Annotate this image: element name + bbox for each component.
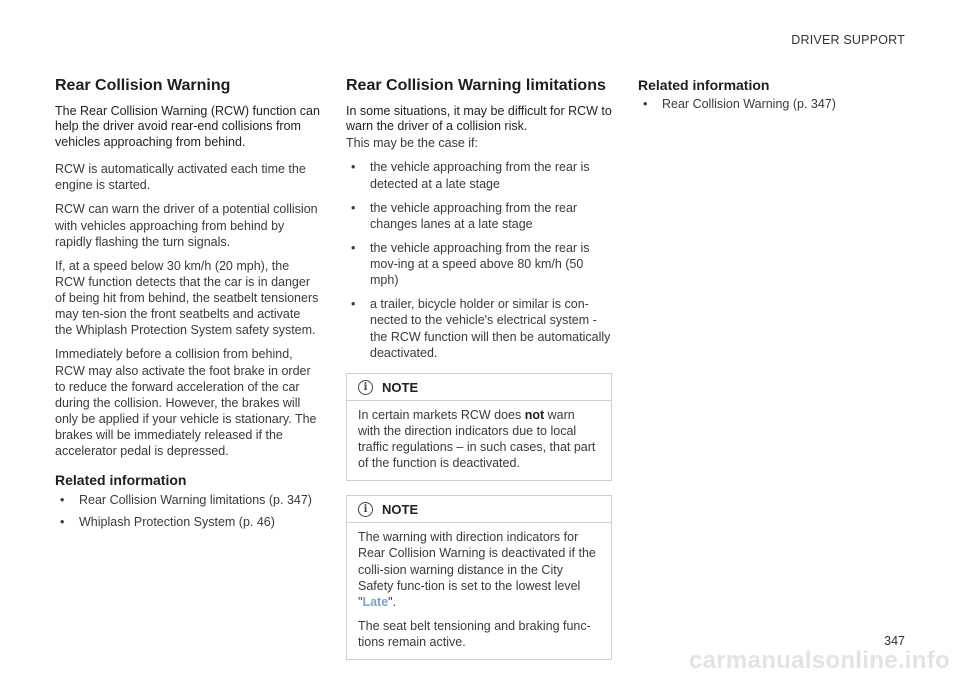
rcw-paragraph: Immediately before a collision from behind, RCW may also activate the foot brake in order to reduce the forward acceleration of the car during the collision. However, the brakes will only be applied if your vehicle is stationary. The brakes will be immediately released if the accelerator pedal is depressed. [55, 347, 317, 459]
related-link[interactable]: • Rear Collision Warning limitations (p. 347) [55, 492, 321, 508]
related-link[interactable]: • Rear Collision Warning (p. 347) [638, 96, 908, 112]
note-header [347, 380, 611, 401]
rcw-title: Rear Collision Warning [55, 77, 231, 94]
info-icon: i [358, 502, 373, 517]
related-info-list [55, 492, 321, 530]
limitations-lead: This may be the case if: [346, 136, 479, 151]
section-header: DRIVER SUPPORT [791, 33, 905, 47]
list-item: • the vehicle approaching from the rear is detected at a late stage [346, 159, 612, 191]
page-number: 347 [884, 634, 905, 648]
note-emphasis: not [524, 407, 545, 422]
note-header [347, 502, 611, 523]
note-text: In certain markets RCW does not warn with the direction indicators due to local traffic regulations – in such cases, that part of the function is deactivated. [358, 407, 596, 471]
watermark: carmanualsonline.info [688, 647, 950, 674]
rcw-intro: The Rear Collision Warning (RCW) function can help the driver avoid rear-end collisions from vehicles approaching from behind. [55, 103, 320, 150]
rcw-paragraph: RCW can warn the driver of a potential collision with vehicles approaching from behind by rapidly flashing the turn signals. [55, 202, 318, 249]
limitations-intro: In some situations, it may be difficult for RCW to warn the driver of a collision risk. [346, 103, 612, 134]
info-icon: i [358, 380, 373, 395]
note-text: The seat belt tensioning and braking func-tions remain active. [358, 618, 591, 650]
list-item: • the vehicle approaching from the rear is mov-ing at a speed above 80 km/h (50 mph) [346, 240, 612, 288]
setting-value-late: Late [362, 594, 389, 609]
list-item: • the vehicle approaching from the rear changes lanes at a late stage [346, 200, 612, 232]
limitations-column [346, 74, 612, 660]
note-title: NOTE [382, 502, 419, 518]
note-text: The warning with direction indicators for Rear Collision Warning is deactivated if the colli-sion warning distance in the City Safety func-tion is set to the lowest level "Late". [358, 530, 596, 609]
rcw-paragraph: If, at a speed below 30 km/h (20 mph), the RCW function detects that the car is in danger of being hit from behind, the seatbelt tensioners may ten-sion the front seatbelts and activate the Whiplash Protection System safety system. [55, 258, 319, 338]
related-column [638, 74, 908, 117]
note-box [346, 495, 612, 660]
note-title: NOTE [382, 379, 419, 395]
rcw-paragraph: RCW is automatically activated each time the engine is started. [55, 162, 306, 193]
limitations-title: Rear Collision Warning limitations [346, 77, 606, 94]
related-info-list [638, 96, 908, 112]
related-link[interactable]: • Whiplash Protection System (p. 46) [55, 514, 321, 530]
related-info-title: Related information [55, 472, 187, 489]
limitations-list [346, 159, 612, 360]
rcw-column [55, 74, 321, 536]
list-item: • a trailer, bicycle holder or similar is con-nected to the vehicle's electrical system - the RCW function will then be automatically deactivated. [346, 296, 612, 361]
related-info-title: Related information [638, 77, 770, 93]
note-box [346, 373, 612, 482]
